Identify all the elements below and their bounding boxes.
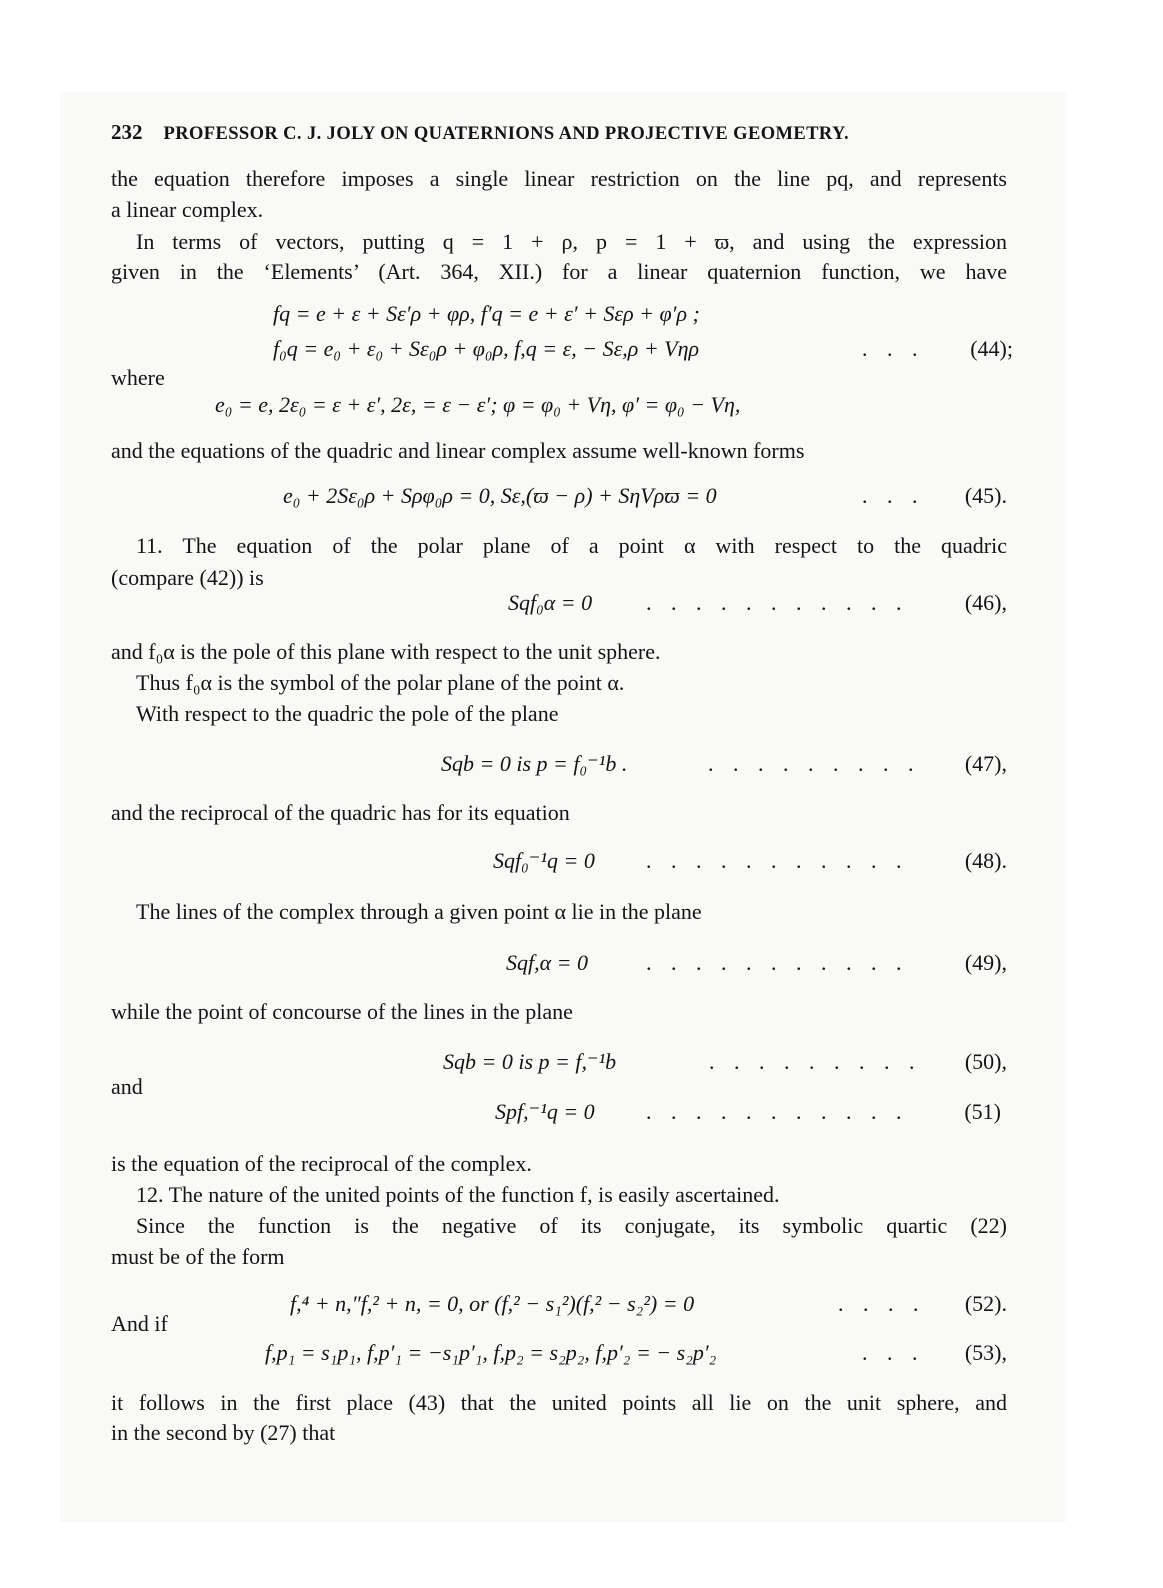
running-header <box>111 120 849 145</box>
text-line: is the equation of the reciprocal of the complex. <box>111 1151 532 1176</box>
text-line: Since the function is the negative of its conjugate, its symbolic quartic (22) <box>136 1213 1007 1238</box>
dot-leader: . . . . . . . . . <box>709 1049 922 1074</box>
equation-48: Sqf₀⁻¹q = 0 <box>493 848 595 873</box>
equation-number: (49), <box>964 950 1007 975</box>
text-line: and the equations of the quadric and linear complex assume well-known forms <box>111 438 805 463</box>
equation-44-line-3: e₀ = e, 2ε₀ = ε + ε′, 2ε, = ε − ε′; φ = φ₀ + Vη, φ′ = φ₀ − Vη, <box>215 392 741 417</box>
equation-number: (52). <box>964 1291 1007 1316</box>
equation-number: (50), <box>964 1049 1007 1074</box>
running-title: PROFESSOR C. J. JOLY ON QUATERNIONS AND PROJECTIVE GEOMETRY. <box>163 124 850 144</box>
text-line: Thus f₀α is the symbol of the polar plane of the point α. <box>136 670 625 695</box>
text-and: and <box>111 1074 143 1099</box>
dot-leader: . . . . <box>838 1291 926 1316</box>
dot-leader: . . . . . . . . . . . <box>646 1099 909 1124</box>
text-line: while the point of concourse of the lines in the plane <box>111 999 573 1024</box>
equation-number: (45). <box>964 483 1007 508</box>
text-line: it follows in the first place (43) that the united points all lie on the unit sphere, and <box>111 1390 1007 1415</box>
equation-number: (51) <box>964 1099 1001 1124</box>
text-line: With respect to the quadric the pole of the plane <box>136 701 559 726</box>
text-and-if: And if <box>111 1311 168 1336</box>
dot-leader: . . . . . . . . . <box>708 751 921 776</box>
equation-number: (46), <box>964 590 1007 615</box>
text-line: In terms of vectors, putting q = 1 + ρ, p = 1 + ϖ, and using the expression <box>136 229 1007 254</box>
text-line: and the reciprocal of the quadric has for its equation <box>111 800 570 825</box>
text-line: 11. The equation of the polar plane of a point α with respect to the quadric <box>136 533 1007 558</box>
equation-52: f,⁴ + n,″f,² + n, = 0, or (f,² − s₁²)(f,² − s₂²) = 0 <box>290 1291 695 1316</box>
equation-45: e₀ + 2Sε₀ρ + Sρφ₀ρ = 0, Sε,(ϖ − ρ) + SηVρϖ = 0 <box>283 483 717 508</box>
text-line: given in the ‘Elements’ (Art. 364, XII.) for a linear quaternion function, we have <box>111 259 1007 284</box>
text-line: The lines of the complex through a given point α lie in the plane <box>136 899 702 924</box>
equation-51: Spf,⁻¹q = 0 <box>495 1099 595 1124</box>
text-line: 12. The nature of the united points of the function f, is easily ascertained. <box>136 1182 780 1207</box>
dot-leader: . . . . . . . . . . . <box>646 848 909 873</box>
text-line: and f₀α is the pole of this plane with respect to the unit sphere. <box>111 639 661 664</box>
equation-44-line-1: fq = e + ε + Sε′ρ + φρ, f′q = e + ε′ + Sερ + φ′ρ ; <box>273 301 700 326</box>
equation-number: (44); <box>970 336 1013 361</box>
dot-leader: . . . . . . . . . . . <box>646 590 909 615</box>
dot-leader: . . . . . . . . . . . <box>646 950 909 975</box>
equation-44-line-2: f₀q = e₀ + ε₀ + Sε₀ρ + φ₀ρ, f,q = ε, − Sε,ρ + Vηρ <box>273 336 700 361</box>
equation-number: (48). <box>964 848 1007 873</box>
dot-leader: . . . <box>862 1340 925 1365</box>
dot-leader: . . . <box>862 483 925 508</box>
text-line: must be of the form <box>111 1244 285 1269</box>
equation-number: (47), <box>964 751 1007 776</box>
text-where: where <box>111 365 165 390</box>
equation-49: Sqf,α = 0 <box>506 950 589 975</box>
equation-53: f,p₁ = s₁p₁, f,p′₁ = −s₁p′₁, f,p₂ = s₂p₂, f,p′₂ = − s₂p′₂ <box>265 1340 717 1365</box>
equation-47: Sqb = 0 is p = f₀⁻¹b . <box>441 751 628 776</box>
text-line: the equation therefore imposes a single linear restriction on the line pq, and represents <box>111 166 1007 191</box>
page-number: 232 <box>111 120 143 144</box>
equation-number: (53), <box>964 1340 1007 1365</box>
text-line: a linear complex. <box>111 197 264 222</box>
equation-46: Sqf₀α = 0 <box>508 590 593 615</box>
text-line: (compare (42)) is <box>111 565 264 590</box>
equation-50: Sqb = 0 is p = f,⁻¹b <box>443 1049 617 1074</box>
dot-leader: . . . <box>862 336 925 361</box>
text-line: in the second by (27) that <box>111 1420 336 1445</box>
